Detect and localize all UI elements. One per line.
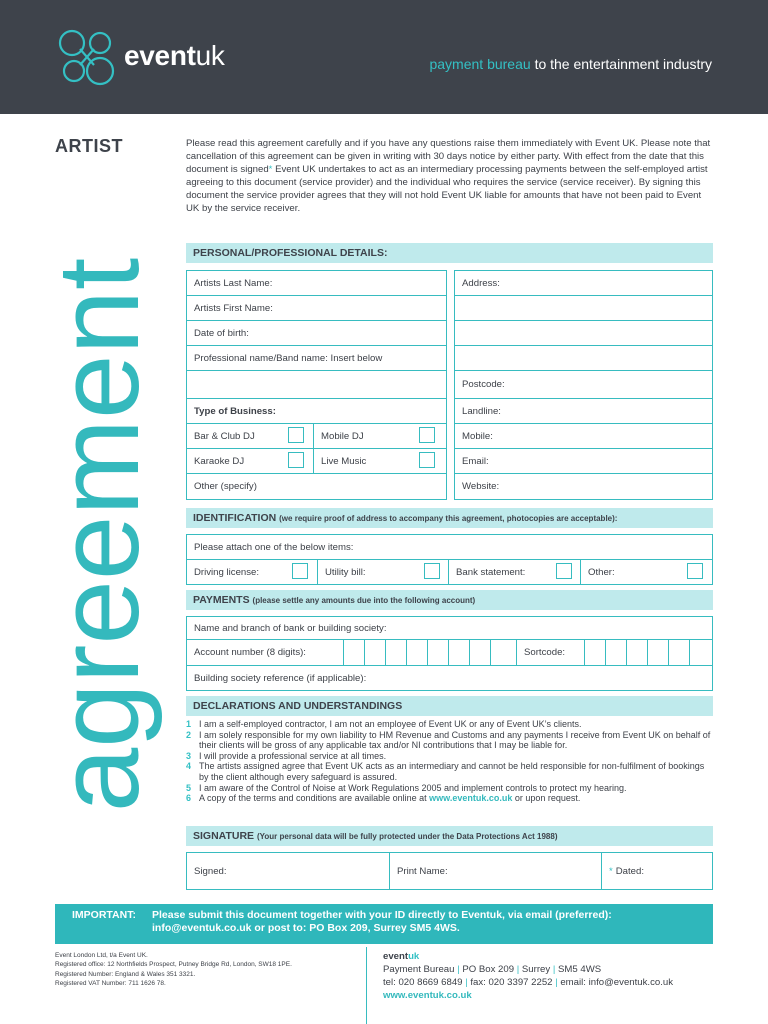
declaration-item (186, 793, 716, 804)
important-message: Please submit this document together with your ID directly to Eventuk, via email (preferred): info@eventuk.co.uk or post to: PO Box 209, Surrey SM5 4WS. (152, 909, 612, 934)
declaration-number: 5 (186, 782, 192, 793)
identification-title: IDENTIFICATION (193, 512, 277, 524)
mobile-field[interactable] (454, 423, 713, 449)
landline-field[interactable] (454, 398, 713, 424)
footer-divider (366, 947, 367, 1024)
signature-subtitle: (Your personal data will be fully protected under the Data Protections Act 1988) (256, 832, 558, 841)
declaration-item (186, 719, 716, 730)
sortcode-digit[interactable] (626, 639, 647, 665)
registration-line: Event London Ltd, t/a Event UK. (55, 952, 148, 959)
declaration-text: I am aware of the Control of Noise at Work Regulations 2005 and implement controls to protect my hearing. (199, 782, 627, 793)
utility-bill-label: Utility bill: (325, 566, 366, 578)
mobile-dj-label: Mobile DJ (321, 430, 364, 442)
registration-line: Registered VAT Number: 711 1626 78. (55, 980, 166, 988)
personal-details-header: PERSONAL/PROFESSIONAL DETAILS: (186, 243, 713, 263)
address-field[interactable] (454, 270, 713, 296)
sortcode-digit[interactable] (647, 639, 668, 665)
other-business-label: Other (specify) (194, 481, 257, 492)
last-name-label: Artists Last Name: (194, 277, 273, 289)
karaoke-dj-checkbox[interactable] (288, 452, 304, 468)
eventuk-logo-icon (54, 27, 122, 89)
declaration-text: I will provide a professional service at all times. (199, 750, 387, 761)
address-line-3[interactable] (454, 320, 713, 346)
professional-name-label: Professional name/Band name: Insert below (194, 352, 383, 364)
building-society-reference-field[interactable] (186, 665, 713, 691)
contact-details (383, 950, 673, 1002)
declaration-number: 2 (186, 729, 192, 740)
dob-label: Date of birth: (194, 327, 249, 339)
account-digit[interactable] (490, 639, 511, 665)
header (0, 0, 768, 114)
print-name-label: Print Name: (397, 865, 448, 877)
first-name-field[interactable] (186, 295, 447, 321)
postcode-label: Postcode: (462, 379, 505, 390)
registration-line: Registered office: 12 Northfields Prospect, Putney Bridge Rd, London, SW18 1PE. (55, 961, 292, 969)
email-label: Email: (462, 455, 489, 467)
website-label: Website: (462, 481, 500, 492)
account-digit[interactable] (385, 639, 406, 665)
bank-statement-checkbox[interactable] (556, 563, 572, 579)
driving-license-checkbox[interactable] (292, 563, 308, 579)
last-name-field[interactable] (186, 270, 447, 296)
driving-license-label: Driving license: (194, 566, 260, 578)
website-field[interactable] (454, 473, 713, 500)
artist-label: ARTIST (55, 136, 123, 156)
payments-subtitle: (please settle any amounts due into the following account) (252, 596, 476, 605)
declaration-number: 6 (186, 793, 192, 804)
bank-name-field[interactable] (186, 616, 713, 640)
type-of-business-label: Type of Business: (194, 405, 276, 417)
declaration-number: 1 (186, 719, 192, 729)
declaration-item (186, 783, 716, 794)
account-digit[interactable] (469, 639, 490, 665)
declaration-item (186, 761, 716, 782)
company-registration (55, 951, 365, 989)
address-line-2[interactable] (454, 295, 713, 321)
postcode-field[interactable] (454, 370, 713, 399)
payments-title: PAYMENTS (193, 594, 250, 606)
footer-website-link[interactable]: www.eventuk.co.uk (383, 990, 472, 1001)
signed-label: Signed: (194, 865, 227, 877)
account-digit[interactable] (427, 639, 448, 665)
signature-title: SIGNATURE (193, 830, 255, 842)
payments-header (186, 590, 713, 610)
bar-club-dj-checkbox[interactable] (288, 427, 304, 443)
declaration-item (186, 730, 716, 751)
registration-line: Registered Number: England & Wales 351 3321. (55, 970, 196, 978)
landline-label: Landline: (462, 405, 501, 417)
declaration-text: The artists assigned agree that Event UK acts as an intermediary and cannot be held responsible for non-fulfilment of bookings by the client although every safeguard is assured. (199, 761, 705, 782)
tagline: payment bureau to the entertainment industry (429, 56, 712, 72)
sortcode-digit[interactable] (689, 639, 710, 665)
signature-header (186, 826, 713, 846)
identification-header (186, 508, 713, 528)
vertical-title: agreement (33, 257, 163, 813)
intro-paragraph: Please read this agreement carefully and if you have any questions raise them immediately with Event UK. Please note that cancellation of this agreement can be given in writing with 30 days notice by either party. With effect from the date that this document is signed* Event UK undertakes to act as an intermediary processing payments between the self-employed artist agreeing to this document (service provider) and the individual who requires the service (service receiver). By signing this document the service provider agrees that they will not hold Event UK liable for amounts that have not been paid to Event UK by the service receiver. (186, 138, 711, 214)
other-id-label: Other: (588, 566, 615, 578)
declarations-header: DECLARATIONS AND UNDERSTANDINGS (186, 696, 713, 716)
account-digit[interactable] (364, 639, 385, 665)
bank-name-label: Name and branch of bank or building society: (194, 622, 387, 634)
declaration-text: A copy of the terms and conditions are available online at www.eventuk.co.uk or upon request. (199, 793, 581, 804)
address-label: Address: (462, 277, 500, 289)
important-banner (55, 904, 713, 944)
declaration-number: 3 (186, 750, 192, 761)
dated-asterisk: * (609, 865, 613, 877)
live-music-checkbox[interactable] (419, 452, 435, 468)
declaration-item (186, 751, 716, 762)
identification-subtitle: (we require proof of address to accompany this agreement, photocopies are acceptable): (279, 514, 618, 523)
declarations-list (186, 719, 716, 804)
print-name-field[interactable] (389, 852, 602, 890)
utility-bill-checkbox[interactable] (424, 563, 440, 579)
declaration-text: I am solely responsible for my own liability to HM Revenue and Customs and any payments I receive from Event UK on behalf of their clients will be gross of any applicable tax and/or NI contributions that I may be liable for. (199, 729, 711, 751)
account-digit[interactable] (406, 639, 427, 665)
address-line-4[interactable] (454, 345, 713, 371)
sortcode-digit[interactable] (605, 639, 626, 665)
karaoke-dj-label: Karaoke DJ (194, 455, 245, 467)
id-attach-row (186, 534, 713, 560)
account-digit[interactable] (343, 639, 364, 665)
professional-name-label-cell (186, 345, 447, 371)
bank-statement-label: Bank statement: (456, 566, 526, 578)
sortcode-digit[interactable] (584, 639, 605, 665)
sortcode-label: Sortcode: (524, 647, 566, 658)
dated-field[interactable] (601, 852, 713, 890)
footer-brand: eventuk (383, 951, 420, 962)
signed-field[interactable] (186, 852, 390, 890)
important-label: IMPORTANT: (72, 909, 136, 921)
logo-wordmark: eventuk (124, 40, 225, 71)
type-of-business-heading (186, 398, 447, 424)
building-society-reference-label: Building society reference (if applicable): (194, 672, 367, 684)
other-id-checkbox[interactable] (687, 563, 703, 579)
first-name-label: Artists First Name: (194, 302, 273, 314)
live-music-label: Live Music (321, 455, 367, 467)
professional-name-field[interactable] (186, 370, 447, 399)
declaration-number: 4 (186, 761, 192, 772)
postal-address: Payment Bureau | PO Box 209 | Surrey | SM5 4WS (383, 964, 602, 975)
mobile-dj-checkbox[interactable] (419, 427, 435, 443)
other-business-field[interactable] (186, 473, 447, 500)
account-digit[interactable] (448, 639, 469, 665)
sortcode-digit[interactable] (668, 639, 689, 665)
bar-club-dj-label: Bar & Club DJ (194, 430, 255, 442)
dob-field[interactable] (186, 320, 447, 346)
dated-label: Dated: (615, 865, 645, 877)
terms-link[interactable]: www.eventuk.co.uk (429, 793, 513, 804)
id-attach-label: Please attach one of the below items: (194, 541, 354, 553)
account-number-label: Account number (8 digits): (194, 647, 306, 658)
phone-email-line: tel: 020 8669 6849 | fax: 020 3397 2252 | email: info@eventuk.co.uk (383, 977, 674, 988)
mobile-label: Mobile: (462, 430, 493, 442)
email-field[interactable] (454, 448, 713, 474)
declaration-text: I am a self-employed contractor, I am not an employee of Event UK or any of Event UK’s clients. (199, 719, 582, 729)
